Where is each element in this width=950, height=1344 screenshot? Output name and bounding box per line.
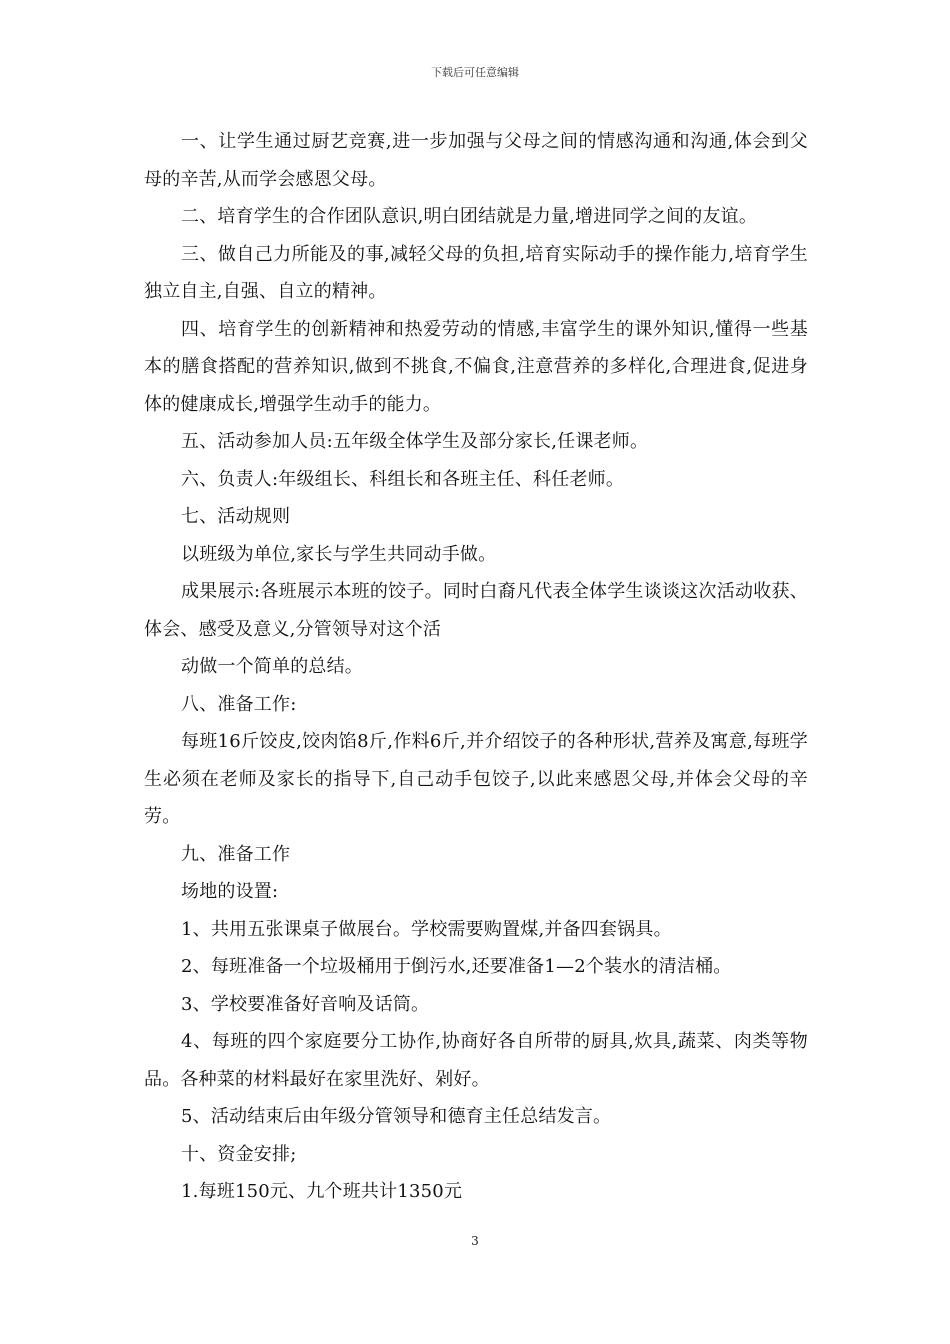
paragraph: 成果展示:各班展示本班的饺子。同时白裔凡代表全体学生谈谈这次活动收获、体会、感受及意义,分管领导对这个活 (144, 581, 808, 640)
paragraph: 动做一个简单的总结。 (181, 656, 363, 677)
list-item: 1、共用五张课桌子做展台。学校需要购置煤,并备四套锅具。 (181, 918, 672, 940)
paragraph: 四、培育学生的创新精神和热爱劳动的情感,丰富学生的课外知识,懂得一些基本的膳食搭配的营养知识,做到不挑食,不偏食,注意营养的多样化,合理进食,促进身体的健康成长,增强学生动手的能力。 (144, 318, 808, 415)
paragraph: 每班16斤饺皮,饺肉馅8斤,作料6斤,并介绍饺子的各种形状,营养及寓意,每班学生必须在老师及家长的指导下,自己动手包饺子,以此来感恩父母,并体会父母的辛劳。 (144, 731, 808, 827)
section-heading: 八、准备工作: (181, 693, 297, 715)
list-item: 2、每班准备一个垃圾桶用于倒污水,还要准备1—2个装水的清洁桶。 (181, 956, 732, 977)
list-item: 4、每班的四个家庭要分工协作,协商好各自所带的厨具,炊具,蔬菜、肉类等物品。各种菜的材料最好在家里洗好、剁好。 (144, 1031, 808, 1090)
paragraph: 以班级为单位,家长与学生共同动手做。 (181, 543, 497, 565)
list-item: 1.每班150元、九个班共计1350元 (181, 1181, 463, 1202)
section-heading: 十、资金安排; (181, 1143, 297, 1165)
list-item: 5、活动结束后由年级分管领导和德育主任总结发言。 (181, 1106, 612, 1127)
paragraph: 五、活动参加人员:五年级全体学生及部分家长,任课老师。 (181, 431, 649, 452)
paragraph: 二、培育学生的合作团队意识,明白团结就是力量,增进同学之间的友谊。 (181, 206, 758, 227)
paragraph: 一、让学生通过厨艺竞赛,进一步加强与父母之间的情感沟通和沟通,体会到父母的辛苦,从而学会感恩父母。 (144, 131, 808, 190)
list-item: 3、学校要准备好音响及话筒。 (181, 993, 430, 1015)
paragraph: 六、负责人:年级组长、科组长和各班主任、科任老师。 (181, 468, 625, 490)
page-number: 3 (471, 1234, 479, 1248)
document-body (144, 123, 808, 1211)
paragraph: 场地的设置: (181, 881, 279, 902)
paragraph: 三、做自己力所能及的事,减轻父母的负担,培育实际动手的操作能力,培育学生独立自主,自强、自立的精神。 (144, 243, 808, 302)
section-heading: 七、活动规则 (181, 506, 291, 527)
section-heading: 九、准备工作 (181, 843, 291, 865)
page-header: 下载后可任意编辑 (431, 66, 519, 79)
